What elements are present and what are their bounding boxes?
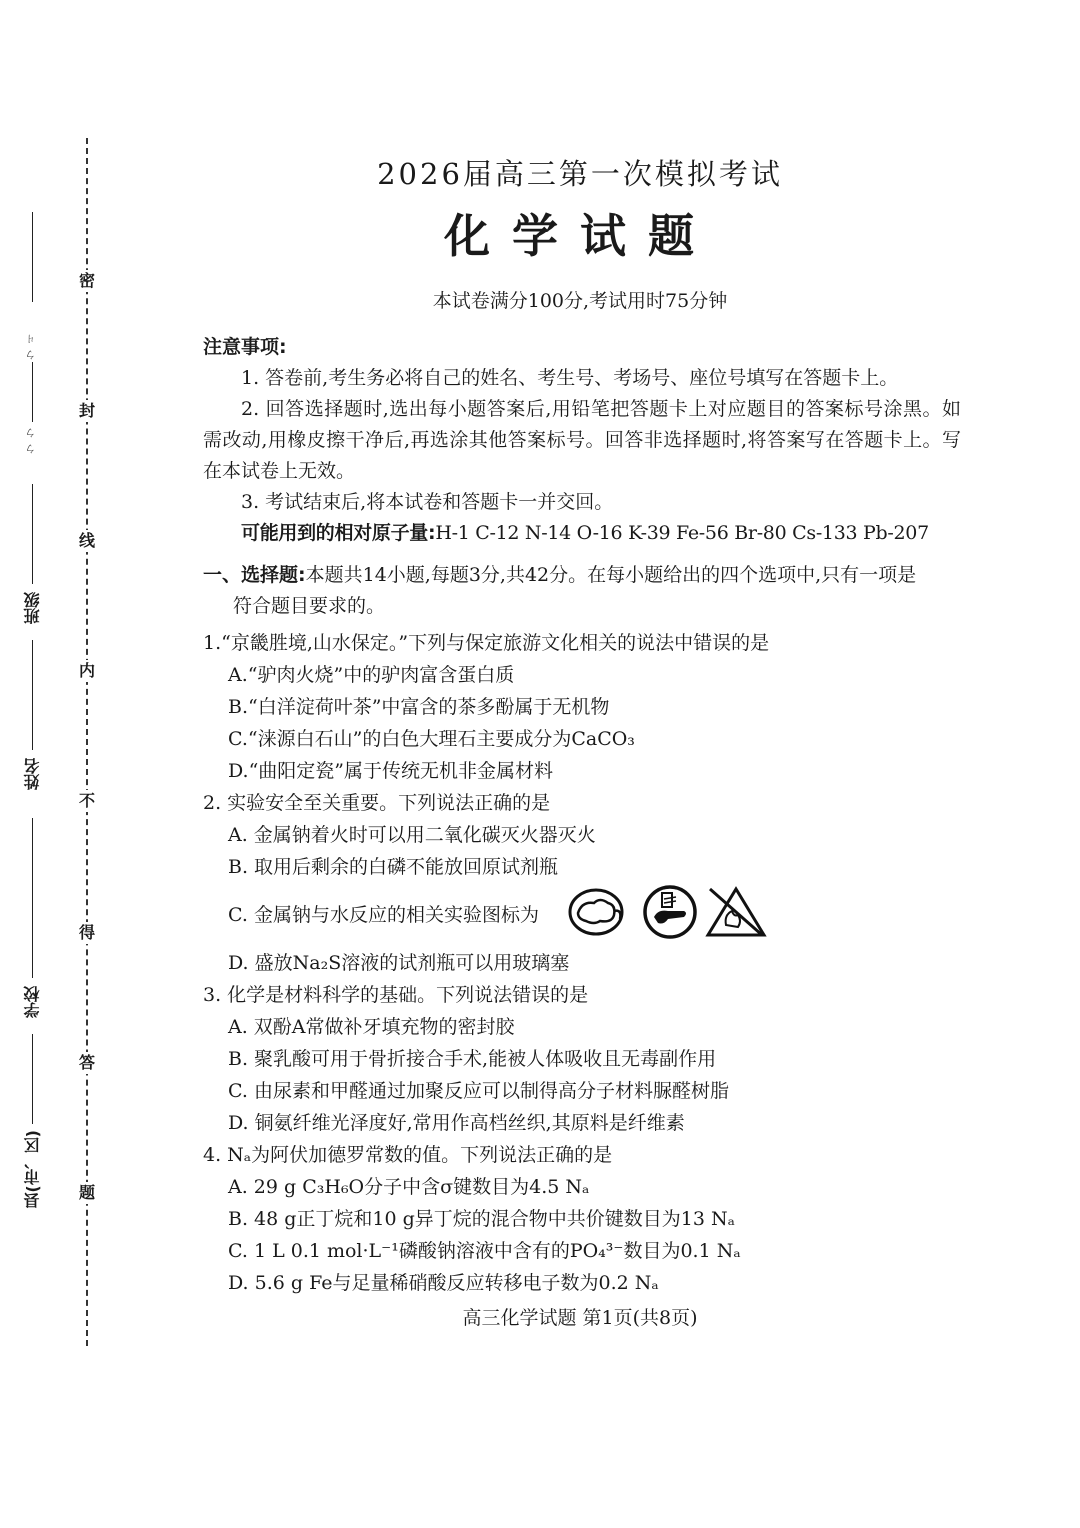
binding-dashed-line (86, 138, 88, 1346)
q3-option-a: A. 双酚A常做补牙填充物的密封胶 (228, 1016, 515, 1038)
page-footer: 高三化学试题 第1页(共8页) (462, 1307, 698, 1329)
q4-option-b: B. 48 g正丁烷和10 g异丁烷的混合物中共价键数目为13 Nₐ (228, 1208, 735, 1230)
safety-icons (568, 883, 768, 941)
school-field-line (32, 1034, 33, 1124)
county-field-label: 县(市、区) (23, 1130, 42, 1209)
notes-section (203, 332, 961, 549)
class-field-line (32, 640, 33, 750)
field-underline (32, 484, 33, 584)
question-3-stem: 3. 化学是材料科学的基础。下列说法错误的是 (203, 984, 589, 1006)
q1-option-c: C.“涞源白石山”的白色大理石主要成分为CaCO₃ (228, 728, 635, 750)
section-desc: 本题共14小题,每题3分,共42分。在每小题给出的四个选项中,只有一项是 (305, 564, 917, 586)
atomic-mass-values: H-1 C-12 N-14 O-16 K-39 Fe-56 Br-80 Cs-133 Pb-207 (435, 522, 929, 544)
goggles-icon (570, 890, 622, 934)
name-field-line (32, 818, 33, 978)
notes-heading: 注意事项: (203, 336, 287, 358)
q2-option-d: D. 盛放Na₂S溶液的试剂瓶可以用玻璃塞 (228, 952, 570, 974)
question-1-stem: 1.“京畿胜境,山水保定。”下列与保定旅游文化相关的说法中错误的是 (203, 632, 770, 654)
class-field-label: 班级 (23, 592, 42, 624)
q4-option-d: D. 5.6 g Fe与足量稀硝酸反应转移电子数为0.2 Nₐ (228, 1272, 659, 1294)
question-4-stem: 4. Nₐ为阿伏加德罗常数的值。下列说法正确的是 (203, 1144, 613, 1166)
question-2-stem: 2. 实验安全至关重要。下列说法正确的是 (203, 792, 551, 814)
atomic-mass-line (203, 518, 961, 549)
hand-washing-icon (645, 887, 695, 937)
q3-option-d: D. 铜氨纤维光泽度好,常用作高档丝织,其原料是纤维素 (228, 1112, 685, 1134)
handwritten-mark: ㄅ ㄐ (24, 334, 38, 362)
q1-option-a: A.“驴肉火烧”中的驴肉富含蛋白质 (228, 664, 515, 686)
section-title: 一、选择题: (203, 564, 306, 586)
handwritten-mark: ㄅ ㄅ (24, 428, 38, 456)
seal-char: 题 (76, 1182, 98, 1204)
school-field-label: 学校 (23, 986, 42, 1018)
q2-option-b: B. 取用后剩余的白磷不能放回原试剂瓶 (228, 856, 559, 878)
seal-char: 答 (76, 1052, 98, 1074)
q3-option-b: B. 聚乳酸可用于骨折接合手术,能被人体吸收且无毒副作用 (228, 1048, 717, 1070)
name-field-label: 姓名 (23, 758, 42, 790)
subject-title: 化学试题 (444, 209, 716, 263)
q1-option-b: B.“白洋淀荷叶茶”中富含的茶多酚属于无机物 (228, 696, 610, 718)
atomic-mass-label: 可能用到的相对原子量: (241, 522, 436, 544)
exam-title: 2026届高三第一次模拟考试 (377, 157, 783, 191)
note-item: 2. 回答选择题时,选出每小题答案后,用铅笔把答题卡上对应题目的答案标号涂黑。如需改动,用橡皮擦干净后,再选涂其他答案标号。回答非选择题时,将答案写在答题卡上。写在本试卷上无效。 (203, 398, 961, 482)
seal-char: 密 (76, 270, 98, 292)
no-open-flame-icon (708, 889, 764, 935)
q4-option-c: C. 1 L 0.1 mol·L⁻¹磷酸钠溶液中含有的PO₄³⁻数目为0.1 Nₐ (228, 1240, 741, 1262)
seal-char: 封 (76, 400, 98, 422)
section-choice-heading (203, 560, 963, 622)
q1-option-d: D.“曲阳定瓷”属于传统无机非金属材料 (228, 760, 554, 782)
q3-option-c: C. 由尿素和甲醛通过加聚反应可以制得高分子材料脲醛树脂 (228, 1080, 729, 1102)
field-underline (32, 362, 33, 422)
q2-option-a: A. 金属钠着火时可以用二氧化碳灭火器灭火 (228, 824, 596, 846)
seal-char: 内 (76, 660, 98, 682)
seal-char: 得 (76, 922, 98, 944)
note-item: 1. 答卷前,考生务必将自己的姓名、考生号、考场号、座位号填写在答题卡上。 (241, 367, 899, 389)
q4-option-a: A. 29 g C₃H₆O分子中含σ键数目为4.5 Nₐ (228, 1176, 590, 1198)
section-desc-cont: 符合题目要求的。 (233, 595, 386, 617)
q2-option-c: C. 金属钠与水反应的相关实验图标为 (228, 904, 539, 926)
seal-char: 不 (76, 790, 98, 812)
exam-meta: 本试卷满分100分,考试用时75分钟 (432, 290, 728, 312)
seal-char: 线 (76, 530, 98, 552)
note-item: 3. 考试结束后,将本试卷和答题卡一并交回。 (241, 491, 614, 513)
